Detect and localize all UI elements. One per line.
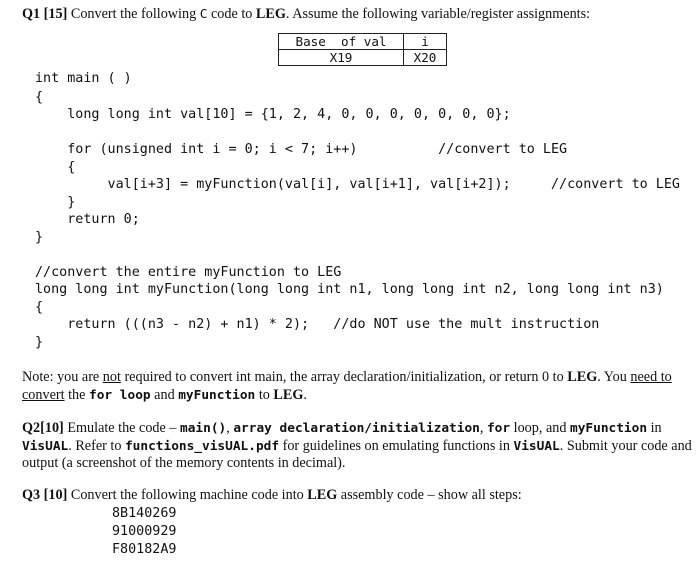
header-base-of-val: Base of val [279, 34, 404, 50]
q2-visual: VisUAL [513, 438, 560, 454]
note-text: Note: you are [22, 369, 103, 385]
code-line: //convert the entire myFunction to LEG [35, 265, 342, 280]
note-not: not [102, 369, 121, 385]
q3-text: assembly code – show all steps: [337, 487, 522, 503]
code-line: long long int val[10] = {1, 2, 4, 0, 0, 0, 0, 0, 0, 0}; [35, 107, 511, 122]
note-text: . [303, 386, 307, 403]
code-line: { [35, 160, 76, 175]
q3-heading [22, 487, 698, 505]
q3-text: Convert the following machine code into [67, 487, 308, 503]
q2-text: , [226, 420, 234, 436]
code-line: { [35, 90, 44, 105]
q2-visual: VisUAL [22, 438, 69, 454]
code-line: } [35, 335, 44, 350]
q3-number: Q3 [10] [22, 487, 68, 503]
q2-text: loop, and [510, 420, 570, 436]
q2-myfunction: myFunction [570, 421, 648, 436]
code-line: { [35, 300, 44, 315]
q1-c-word: C [199, 7, 208, 22]
note-text: the [64, 386, 89, 403]
machine-code-line: 8B140269 [112, 506, 177, 521]
q2-main: main() [180, 421, 227, 436]
q2-paragraph [22, 420, 698, 473]
q3-leg: LEG [307, 487, 338, 503]
q1-leg: LEG [255, 6, 286, 22]
header-i: i [404, 34, 447, 50]
note-leg: LEG [273, 386, 304, 403]
q2-text: . Refer to [68, 437, 125, 454]
note-paragraph [22, 369, 698, 404]
code-line: long long int myFunction(long long int n1, long long int n2, long long int n3) [35, 282, 664, 297]
value-x20: X20 [404, 50, 447, 66]
code-line: for (unsigned int i = 0; i < 7; i++) //convert to LEG [35, 142, 568, 157]
machine-code-line: F80182A9 [112, 542, 177, 557]
q2-array-decl: array declaration/initialization [233, 421, 480, 436]
q2-text: . Submit your code and output (a screenshot of the memory contents in decimal). [22, 437, 692, 471]
code-line: } [35, 230, 44, 245]
code-line: int main ( ) [35, 71, 132, 86]
q2-number: Q2[10] [22, 420, 64, 436]
q2-for: for [486, 421, 511, 436]
machine-code-line: 91000929 [112, 524, 177, 539]
note-leg: LEG [567, 369, 598, 385]
q2-text: Emulate the code – [63, 420, 180, 436]
note-text: required to convert int main, the array declaration/initialization, or return 0 to [120, 369, 568, 385]
code-line: val[i+3] = myFunction(val[i], val[i+1], val[i+2]); //convert to LEG [35, 177, 680, 192]
q2-text: in [647, 420, 662, 436]
code-block [35, 0, 700, 360]
q2-pdf-name: functions_visUAL.pdf [124, 438, 280, 454]
code-line: return (((n3 - n2) + n1) * 2); //do NOT use the mult instruction [35, 317, 600, 332]
q1-text-2: code to [207, 6, 256, 22]
q1-text-1: Convert the following [67, 6, 200, 22]
code-line: } [35, 195, 76, 210]
value-x19: X19 [279, 50, 404, 66]
note-need-to-convert: need to convert [22, 369, 672, 403]
q1-number: Q1 [15] [22, 6, 68, 22]
note-myfunction: myFunction [178, 387, 256, 403]
code-line: return 0; [35, 212, 140, 227]
note-for-loop: for loop [88, 387, 151, 403]
q2-text: for guidelines on emulating functions in [279, 437, 514, 454]
note-text: . You [597, 369, 631, 385]
note-text: to [255, 386, 274, 403]
q2-text: , [479, 420, 487, 436]
note-text: and [150, 386, 179, 403]
q1-text-3: . Assume the following variable/register assignments: [285, 6, 591, 22]
